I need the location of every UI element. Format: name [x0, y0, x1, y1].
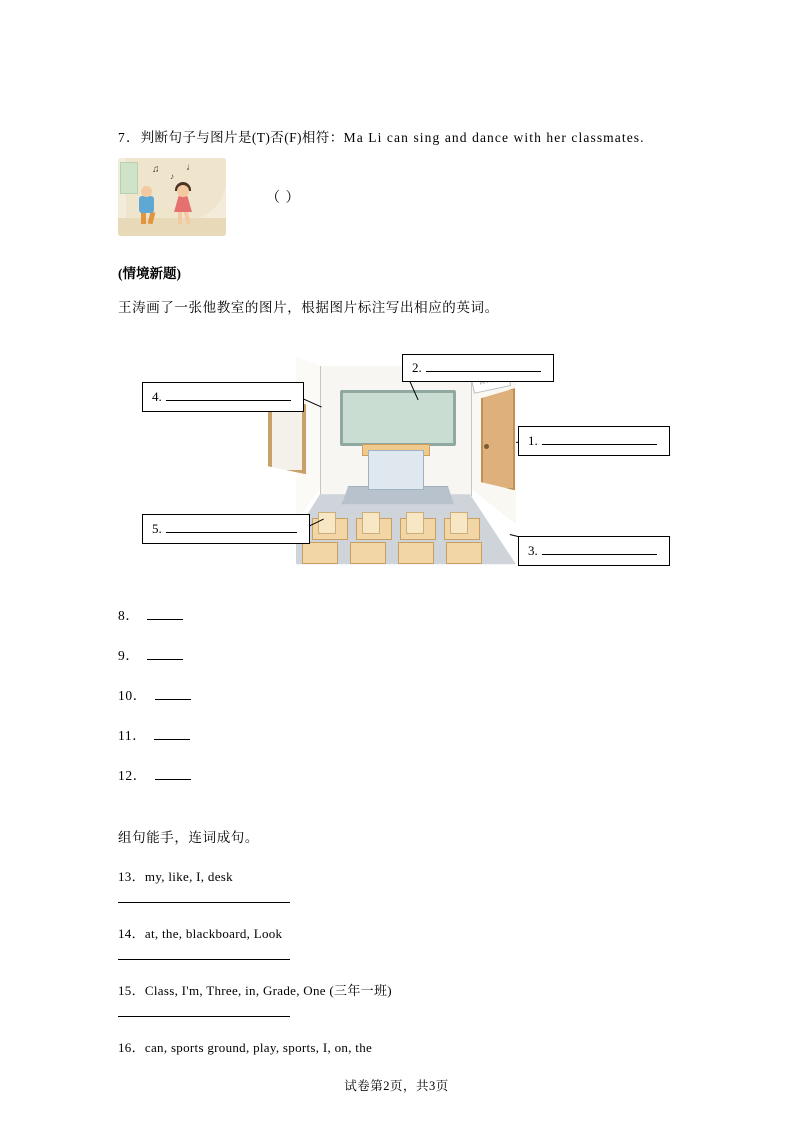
word-order-title: 组句能手，连词成句。 — [118, 830, 259, 846]
blackboard-art — [340, 390, 456, 446]
blank-8 — [118, 604, 678, 624]
callout-3[interactable] — [518, 536, 670, 566]
blank-8-line[interactable] — [147, 619, 183, 620]
blank-9 — [118, 644, 678, 664]
blank-9-number: 9． — [118, 648, 140, 664]
word-order-13-words: my, like, I, desk — [144, 869, 233, 885]
callout-5[interactable] — [142, 514, 310, 544]
blank-10-number: 10． — [118, 688, 147, 704]
word-order-13-number: 13． — [118, 869, 145, 885]
word-order-item-15 — [118, 980, 678, 999]
callout-4-answer-line[interactable] — [166, 399, 291, 401]
callout-5-number: 5. — [152, 521, 162, 537]
callout-3-number: 3. — [528, 543, 538, 559]
blank-9-line[interactable] — [147, 659, 183, 660]
classroom-diagram — [118, 334, 678, 584]
word-order-15-words: Class, I'm, Three, in, Grade, One (三年一班) — [144, 983, 392, 999]
word-order-14-words: at, the, blackboard, Look — [144, 926, 283, 942]
word-order-item-16 — [118, 1037, 678, 1056]
callout-2-number: 2. — [412, 360, 422, 376]
callout-4-number: 4. — [152, 389, 162, 405]
word-order-13-answer-line[interactable] — [118, 901, 290, 903]
teacher-desk-art — [368, 450, 424, 490]
blank-11 — [118, 724, 678, 744]
callout-3-answer-line[interactable] — [542, 553, 657, 555]
word-order-item-13 — [118, 866, 678, 885]
blank-12-line[interactable] — [155, 779, 191, 780]
question-7 — [118, 128, 678, 148]
page-footer: 试卷第2页，共3页 — [344, 1079, 449, 1093]
question-7-number: 7． — [118, 130, 141, 145]
word-order-14-answer-line[interactable] — [118, 958, 290, 960]
classroom-illustration — [296, 366, 516, 566]
word-order-item-14 — [118, 923, 678, 942]
callout-2-answer-line[interactable] — [426, 370, 541, 372]
word-order-14-number: 14． — [118, 926, 145, 942]
question-7-sentence: Ma Li can sing and dance with her classmates. — [343, 130, 645, 145]
blank-12 — [118, 764, 678, 784]
word-order-16-number: 16． — [118, 1040, 145, 1056]
callout-5-answer-line[interactable] — [166, 531, 297, 533]
blank-12-number: 12． — [118, 768, 147, 784]
situation-instruction: 王涛画了一张他教室的图片，根据图片标注写出相应的英词。 — [118, 300, 499, 316]
question-7-instruction: 判断句子与图片是(T)否(F)相符： — [140, 130, 344, 145]
callout-1-answer-line[interactable] — [542, 443, 657, 445]
blank-11-line[interactable] — [154, 739, 190, 740]
callout-2[interactable] — [402, 354, 554, 382]
page-content — [118, 128, 678, 1056]
blank-11-number: 11． — [118, 728, 147, 744]
blank-8-number: 8． — [118, 608, 140, 624]
word-order-15-number: 15． — [118, 983, 145, 999]
door-art — [481, 388, 515, 490]
blank-10-line[interactable] — [155, 699, 191, 700]
callout-1-number: 1. — [528, 433, 538, 449]
callout-1[interactable] — [518, 426, 670, 456]
singing-dancing-illustration: ♫ ♪ ♩ — [118, 158, 226, 236]
blank-10 — [118, 684, 678, 704]
word-order-16-words: can, sports ground, play, sports, I, on, the — [144, 1040, 373, 1056]
word-order-15-answer-line[interactable] — [118, 1015, 290, 1017]
situation-tag: (情境新题) — [118, 266, 181, 282]
question-7-answer-brackets[interactable]: （ ） — [266, 191, 301, 207]
callout-4[interactable] — [142, 382, 304, 412]
question-7-figure-row — [118, 158, 678, 236]
